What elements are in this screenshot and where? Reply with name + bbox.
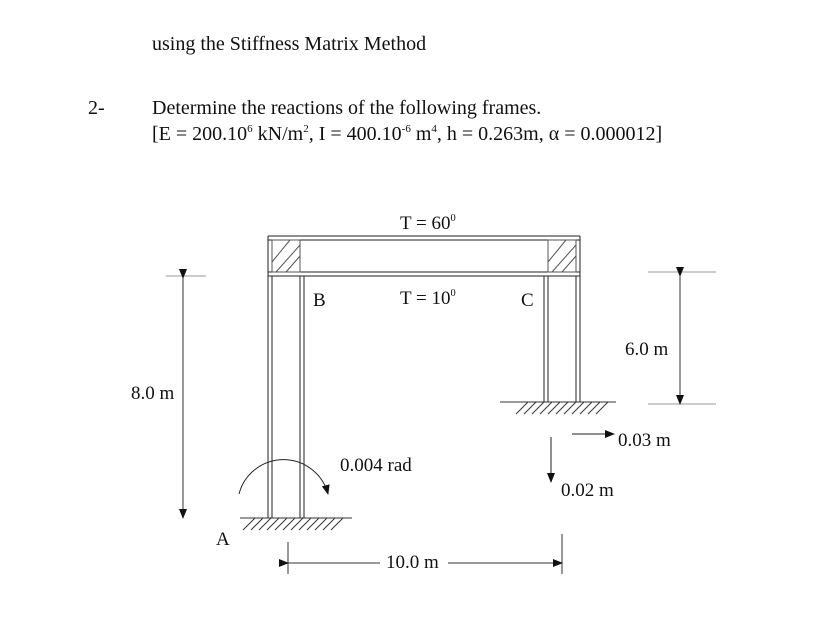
support-d (500, 402, 616, 414)
temperature-top-label: $T = 60^0$ (400, 213, 456, 234)
material-parameters: [$E = 200.10^6$ $kN/m^2$, $I = 400.10^{-6}$ $m^4$, h = 0.263m, α = 0.000012] (152, 122, 663, 145)
right-height-label: 6.0 m (625, 339, 669, 360)
support-a (240, 518, 352, 530)
temperature-inside-label: $T = 10^0$ (400, 288, 456, 309)
method-title: using the Stiffness Matrix Method (152, 33, 427, 55)
horizontal-displacement-label: 0.03 m (618, 430, 671, 451)
node-c-label: C (521, 290, 534, 311)
problem-statement: Determine the reactions of the following frames. (152, 97, 542, 119)
rotation-label: 0.004 rad (340, 455, 412, 476)
node-a-label: A (216, 529, 230, 550)
beam-bc (268, 236, 580, 276)
dimension-right-height (648, 272, 716, 404)
column-cd (544, 276, 580, 402)
joint-c-hatch (548, 240, 576, 272)
joint-b-hatch (272, 240, 300, 272)
left-height-label: 8.0 m (131, 383, 175, 404)
span-label: 10.0 m (386, 552, 439, 573)
rotation-arrow (239, 460, 328, 494)
problem-number: 2- (88, 97, 105, 119)
column-ab (268, 276, 304, 518)
vertical-displacement-label: 0.02 m (561, 480, 614, 501)
node-b-label: B (313, 290, 326, 311)
